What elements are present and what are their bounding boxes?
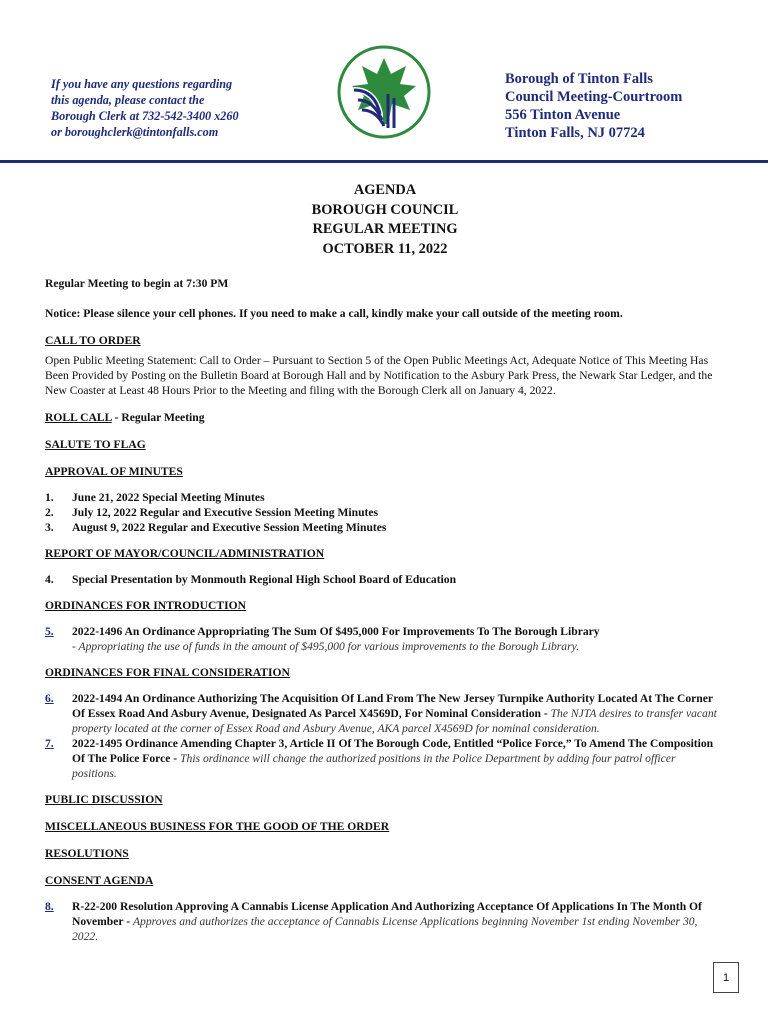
minutes-list [45, 490, 717, 535]
section-heading-roll-call: ROLL CALL [45, 411, 112, 424]
roll-call [45, 410, 717, 425]
item-number: 1. [45, 491, 54, 504]
contact-line: Borough Clerk at 732-542-3400 x260 [51, 109, 239, 123]
item-description: - Appropriating the use of funds in the amount of $495,000 for various improvements to the Borough Library. [72, 640, 579, 653]
street-address: 556 Tinton Avenue [505, 107, 621, 123]
contact-info [51, 76, 291, 140]
item-number-link[interactable]: 8. [45, 900, 54, 913]
cell-phone-notice: Notice: Please silence your cell phones. If you need to make a call, kindly make your call outside of the meeting room. [45, 307, 623, 320]
meeting-location: Council Meeting-Courtroom [505, 89, 683, 105]
list-item [45, 520, 717, 535]
item-text: August 9, 2022 Regular and Executive Session Meeting Minutes [72, 521, 387, 534]
item-number: 4. [45, 573, 54, 586]
contact-email: or boroughclerk@tintonfalls.com [51, 125, 219, 139]
agenda-title [0, 181, 770, 259]
item-title: 2022-1495 Ordinance Amending Chapter 3, Article II Of The Borough Code, Entitled “Police Force,” To Amend The Composition Of The Police Force - [72, 737, 714, 765]
section-heading-resolutions: RESOLUTIONS [45, 847, 129, 860]
item-title: 2022-1496 An Ordinance Appropriating The Sum Of $495,000 For Improvements To The Borough Library [72, 625, 600, 638]
page-number: 1 [713, 962, 739, 993]
meeting-start-time: Regular Meeting to begin at 7:30 PM [45, 277, 229, 290]
item-text: June 21, 2022 Special Meeting Minutes [72, 491, 265, 504]
list-item [45, 572, 717, 587]
agenda-body [45, 276, 717, 944]
item-number: 2. [45, 506, 54, 519]
item-title: 2022-1494 An Ordinance Authorizing The Acquisition Of Land From The New Jersey Turnpike Authority Located At The Corner Of Essex Road And Asbury Avenue, Designated As Parcel X4569D, For Nominal Consideration - [72, 692, 713, 720]
item-description: This ordinance will change the authorized positions in the Police Department by adding four patrol officer positions. [72, 752, 676, 780]
item-number: 3. [45, 521, 54, 534]
title-line: BOROUGH COUNCIL [311, 201, 459, 218]
list-item [45, 736, 717, 781]
list-item [45, 505, 717, 520]
list-item [45, 899, 717, 944]
contact-line: this agenda, please contact the [51, 93, 205, 107]
title-line: REGULAR MEETING [312, 221, 458, 237]
item-text: Special Presentation by Monmouth Regional High School Board of Education [72, 573, 457, 586]
borough-address [505, 70, 682, 142]
section-heading-final: ORDINANCES FOR FINAL CONSIDERATION [45, 666, 290, 679]
public-meeting-statement: Open Public Meeting Statement: Call to Order – Pursuant to Section 5 of the Open Public Meetings Act, Adequate Notice of This Meeting Has Been Provided by Posting on the Bulletin Board at Borough Hall and by Notification to the Asbury Park Press, the Newark Star Ledger, and the New Coaster at Least 48 Hours Prior to the Meeting and filing with the Borough Clerk all on January 4, 2022. [45, 354, 713, 397]
borough-leaf-logo-icon [336, 44, 432, 140]
item-number-link[interactable]: 5. [45, 625, 54, 638]
title-line: AGENDA [353, 182, 417, 198]
list-item [45, 624, 717, 654]
item-description: Approves and authorizes the acceptance of Cannabis License Applications beginning November 1st ending November 30, 2022. [72, 915, 698, 943]
section-heading-salute: SALUTE TO FLAG [45, 438, 146, 451]
header-divider [0, 160, 768, 163]
contact-line: If you have any questions regarding [51, 77, 233, 91]
item-number-link[interactable]: 6. [45, 692, 54, 705]
item-title: R-22-200 Resolution Approving A Cannabis License Application And Authorizing Acceptance Of Applications In The Month Of November - [72, 900, 702, 928]
section-heading-introduction: ORDINANCES FOR INTRODUCTION [45, 599, 246, 612]
list-item [45, 490, 717, 505]
section-heading-call-to-order: CALL TO ORDER [45, 334, 141, 347]
section-heading-misc: MISCELLANEOUS BUSINESS FOR THE GOOD OF THE ORDER [45, 820, 390, 833]
section-heading-report: REPORT OF MAYOR/COUNCIL/ADMINISTRATION [45, 547, 325, 560]
city-state-zip: Tinton Falls, NJ 07724 [505, 125, 645, 141]
borough-name: Borough of Tinton Falls [505, 71, 653, 87]
section-heading-minutes: APPROVAL OF MINUTES [45, 465, 183, 478]
meeting-date: OCTOBER 11, 2022 [322, 240, 448, 257]
item-text: July 12, 2022 Regular and Executive Session Meeting Minutes [72, 506, 379, 519]
section-heading-public: PUBLIC DISCUSSION [45, 793, 163, 806]
item-description: The NJTA desires to transfer vacant property located at the corner of Essex Road and Asbury Avenue, AKA parcel X4569D for nominal consideration. [72, 707, 717, 735]
section-heading-consent: CONSENT AGENDA [45, 874, 154, 887]
list-item [45, 691, 717, 736]
roll-call-suffix: - Regular Meeting [111, 411, 205, 424]
item-number-link[interactable]: 7. [45, 737, 54, 750]
